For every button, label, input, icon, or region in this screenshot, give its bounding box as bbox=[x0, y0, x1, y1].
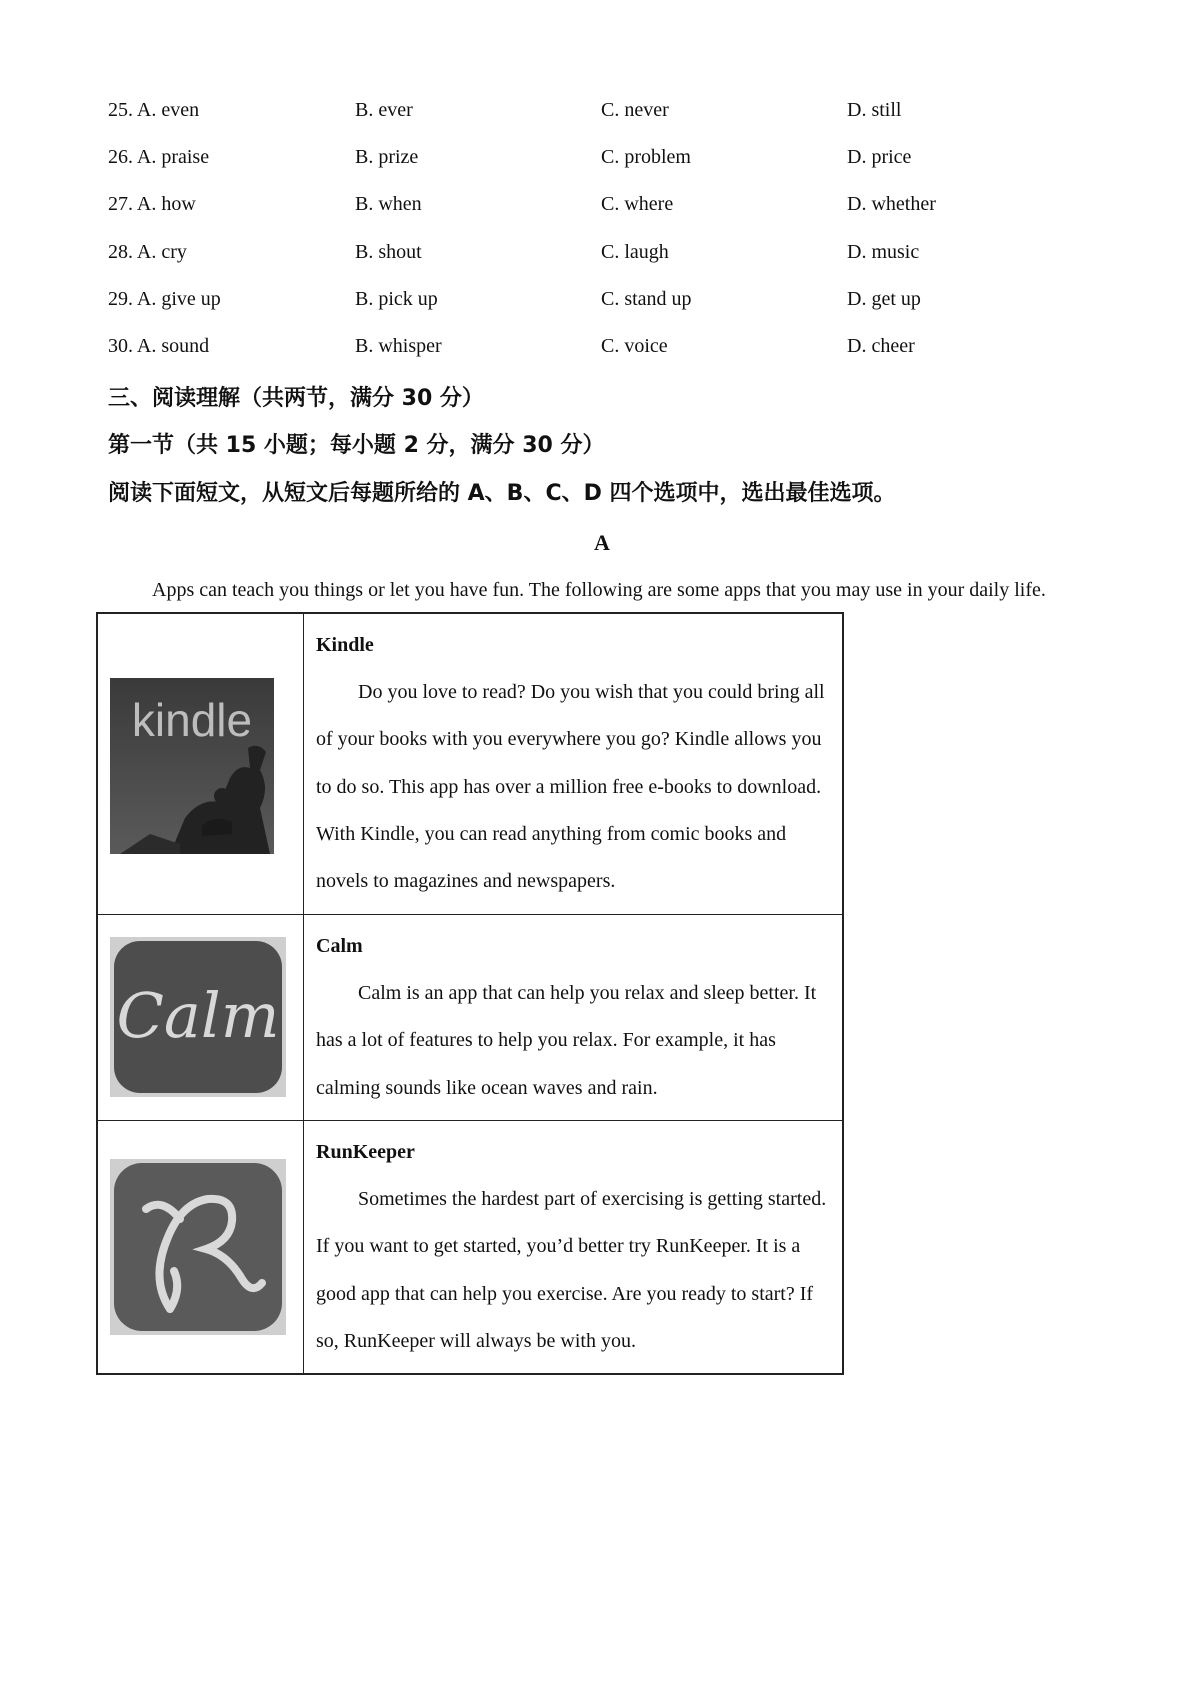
option-a: 30. A. sound bbox=[108, 334, 210, 357]
option-d: D. get up bbox=[847, 287, 921, 310]
icon-cell bbox=[97, 915, 304, 1121]
option-a: 25. A. even bbox=[108, 99, 200, 121]
option-d: D. whether bbox=[847, 193, 936, 216]
app-name-runkeeper: RunKeeper bbox=[316, 1141, 415, 1163]
description-cell bbox=[304, 613, 844, 915]
passage-intro: Apps can teach you things or let you have fun. The following are some apps that you may use in your daily life. bbox=[152, 579, 1046, 601]
app-description-calm: Calm is an app that can help you relax and sleep better. It has a lot of features to help you relax. For example, it has calming sounds like ocean waves and rain. bbox=[316, 982, 817, 1099]
passage-letter bbox=[0, 530, 1200, 556]
option-row bbox=[108, 240, 1108, 287]
option-c: C. laugh bbox=[601, 240, 669, 263]
description-cell bbox=[304, 915, 844, 1121]
icon-cell bbox=[97, 613, 304, 915]
option-d: D. price bbox=[847, 146, 912, 169]
app-name-kindle: Kindle bbox=[316, 634, 374, 656]
option-b: B. when bbox=[355, 193, 422, 216]
option-a: 29. A. give up bbox=[108, 287, 221, 310]
options-grid bbox=[108, 98, 1108, 381]
kindle-logo-icon bbox=[110, 678, 274, 854]
part-heading: 第一节（共 15 小题；每小题 2 分，满分 30 分） bbox=[108, 433, 605, 458]
passage-letter-text: A bbox=[594, 530, 610, 555]
calm-logo-icon bbox=[110, 937, 286, 1097]
description-cell bbox=[304, 1121, 844, 1375]
section-heading: 三、阅读理解（共两节，满分 30 分） bbox=[108, 386, 484, 411]
option-d: D. still bbox=[847, 99, 902, 121]
option-c: C. stand up bbox=[601, 287, 692, 310]
option-row bbox=[108, 145, 1108, 192]
option-b: B. prize bbox=[355, 146, 419, 169]
table-row bbox=[97, 915, 843, 1121]
option-b: B. whisper bbox=[355, 334, 442, 357]
option-b: B. ever bbox=[355, 99, 413, 121]
svg-text:Calm: Calm bbox=[116, 979, 280, 1052]
option-a: 28. A. cry bbox=[108, 240, 187, 263]
option-row bbox=[108, 287, 1108, 334]
runkeeper-logo-icon bbox=[110, 1159, 286, 1335]
option-d: D. cheer bbox=[847, 334, 915, 357]
option-b: B. pick up bbox=[355, 287, 438, 310]
table-row bbox=[97, 1121, 843, 1375]
instruction-text: 阅读下面短文，从短文后每题所给的 A、B、C、D 四个选项中，选出最佳选项。 bbox=[108, 481, 896, 506]
option-c: C. problem bbox=[601, 146, 691, 169]
option-a: 26. A. praise bbox=[108, 146, 210, 169]
app-name-calm: Calm bbox=[316, 935, 363, 957]
option-c: C. never bbox=[601, 99, 669, 121]
apps-table bbox=[96, 612, 844, 1375]
table-row bbox=[97, 613, 843, 915]
option-row bbox=[108, 98, 1108, 145]
option-row bbox=[108, 334, 1108, 381]
svg-text:kindle: kindle bbox=[131, 694, 253, 746]
option-d: D. music bbox=[847, 240, 920, 263]
app-description-kindle: Do you love to read? Do you wish that you could bring all of your books with you everywhere you go? Kindle allows you to do so. This app has over a million free e-books to download. With Kindle, you can read anything from comic books and novels to magazines and newspapers. bbox=[316, 681, 825, 893]
option-c: C. where bbox=[601, 193, 674, 216]
option-a: 27. A. how bbox=[108, 193, 196, 216]
option-b: B. shout bbox=[355, 240, 422, 263]
option-c: C. voice bbox=[601, 334, 668, 357]
icon-cell bbox=[97, 1121, 304, 1375]
option-row bbox=[108, 192, 1108, 239]
app-description-runkeeper: Sometimes the hardest part of exercising is getting started. If you want to get started, you’d better try RunKeeper. It is a good app that can help you exercise. Are you ready to start? If so, RunKeeper will always be with you. bbox=[316, 1188, 827, 1352]
